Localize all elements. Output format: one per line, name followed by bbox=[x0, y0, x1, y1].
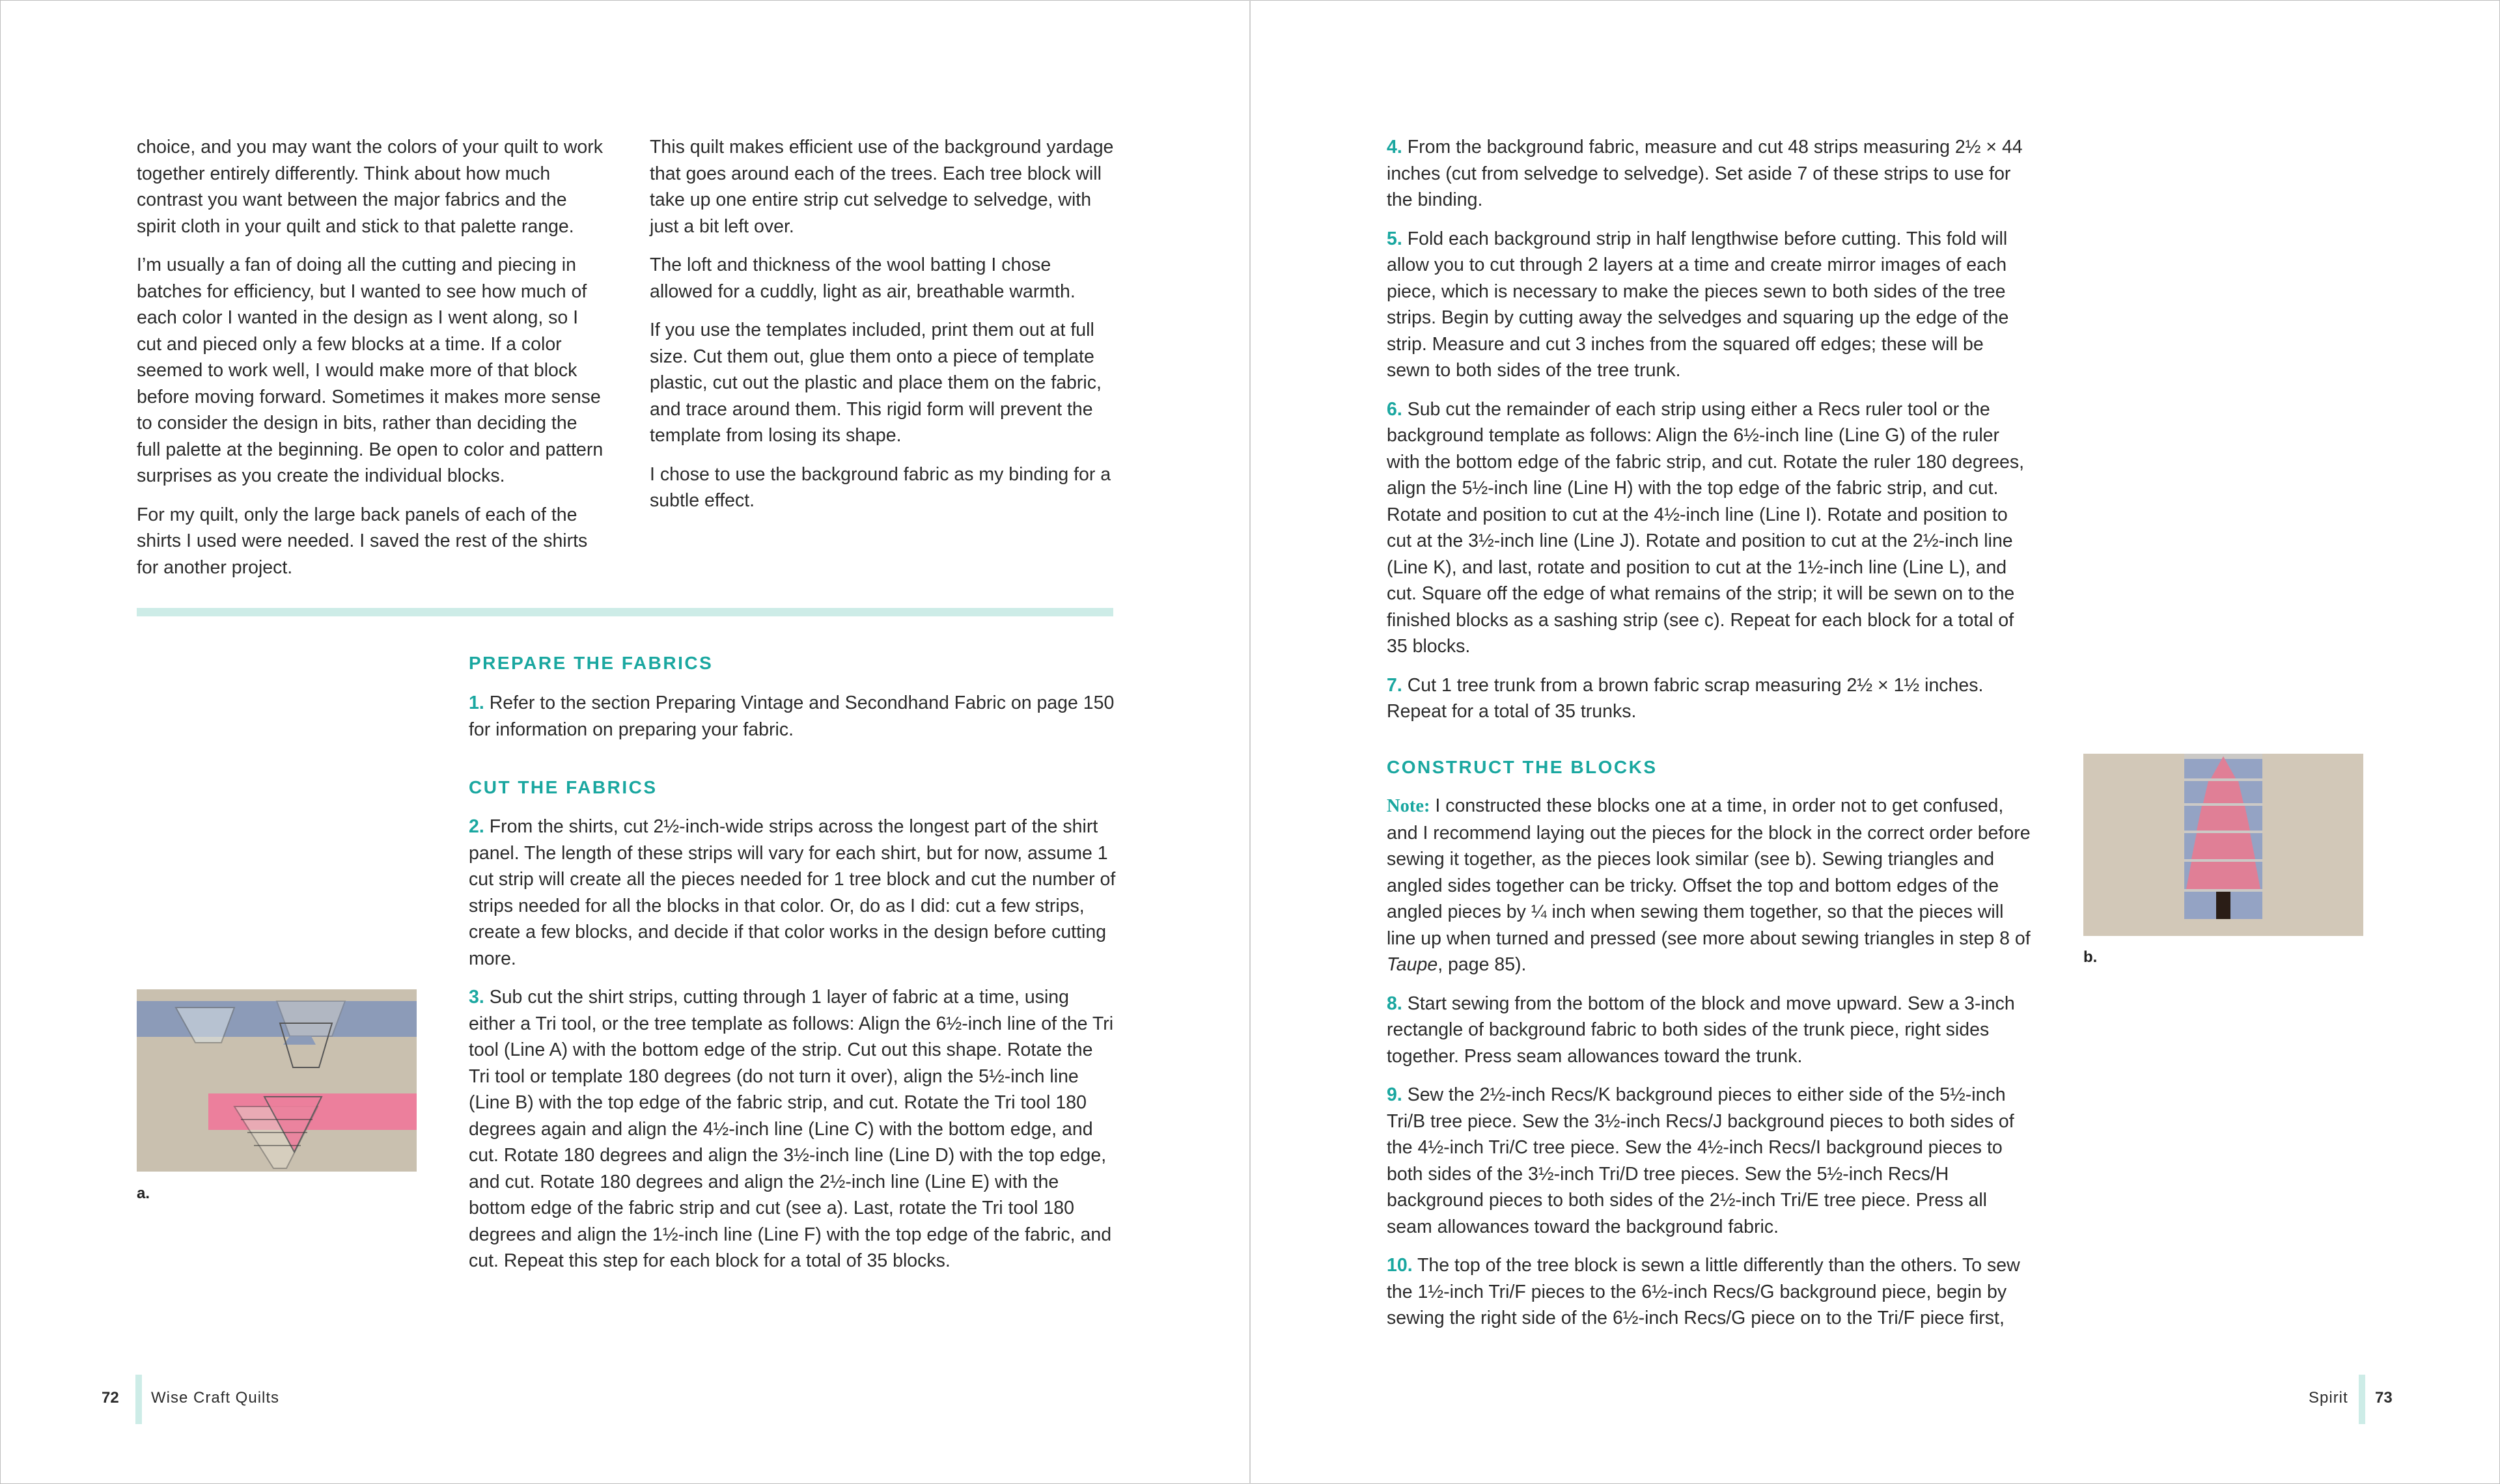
page-number: 72 bbox=[102, 1389, 119, 1407]
note-text: I constructed these blocks one at a time, in order not to get confused, and I recommend laying out the pieces for the block in the correct order before sewing it together, as the pieces look similar (see b). Sewing triangles and angled sides together can be tricky. Offset the top and bottom edges of the angled pieces by ¼ inch when sewing them together, so that the pieces will line up when turned and pressed (see more about sewing triangles in step 8 of bbox=[1387, 795, 2031, 949]
intro-paragraph: If you use the templates included, print them out at full size. Cut them out, glue them onto a piece of template plastic, cut out the plastic and place them on the fabric, and trace around them. This rigid form will prevent the template from losing its shape. bbox=[650, 320, 1102, 446]
note-italic: Taupe bbox=[1387, 954, 1438, 975]
step-number: 4. bbox=[1387, 137, 1402, 158]
step-text: Sub cut the shirt strips, cutting through 1 layer of fabric at a time, using either a Tri tool, or the tree template as follows: Align the 6½-inch line of the Tri tool (Line A) with the bottom edge of the strip. Cut out this shape. Rotate the Tri tool or template 180 degrees (do not turn it over), align the 5½-inch line (Line B) with the top edge of the fabric strip, and cut. Rotate the Tri tool 180 degrees again and align the 4½-inch line (Line C) with the bottom edge, and cut. Rotate 180 degrees and align the 3½-inch line (Line D) with the top edge, and cut. Rotate 180 degrees and align the 2½-inch line (Line E) with the bottom edge of the fabric strip and cut (see a). Last, rotate the Tri tool 180 degrees and align the 1½-inch line (Line F) with the top edge of the fabric, and cut. Repeat this step for each block for a total of 35 blocks. bbox=[469, 987, 1114, 1271]
intro-paragraph: For my quilt, only the large back panels of each of the shirts I used were needed. I saved the rest of the shirts for another project. bbox=[137, 504, 588, 578]
caption-b: b. bbox=[2083, 948, 2098, 966]
photo-b-tree-block-layout bbox=[2083, 754, 2363, 936]
intro-paragraph: This quilt makes efficient use of the background yardage that goes around each of the trees. Each tree block will take up one entire strip cut selvedge to selvedge, with just a bit left over. bbox=[650, 137, 1114, 237]
step-text: From the background fabric, measure and cut 48 strips measuring 2½ × 44 inches (cut from selvedge to selvedge). Set aside 7 of these strips to use for the binding. bbox=[1387, 137, 2023, 210]
step-text: Sub cut the remainder of each strip using either a Recs ruler tool or the background template as follows: Align the 6½-inch line (Line G) of the ruler with the bottom edge of the fabric strip, and cut. Rotate the ruler 180 degrees, align the 5½-inch line (Line H) with the top edge of the fabric strip, and cut. Rotate and position to cut at the 4½-inch line (Line I). Rotate and position to cut at the 3½-inch line (Line J). Rotate and position to cut at the 2½-inch line (Line K), and last, rotate and position to cut at the 1½-inch line (Line L), and cut. Square off the edge of what remains of the strip; it will be sewn on to the finished blocks as a sashing strip (see c). Repeat for each block for a total of 35 blocks. bbox=[1387, 398, 2025, 657]
step-number: 7. bbox=[1387, 674, 1402, 696]
page-number: 73 bbox=[2375, 1389, 2393, 1407]
construct-steps bbox=[1387, 793, 2031, 1344]
step-text: From the shirts, cut 2½-inch-wide strips across the longest part of the shirt panel. The length of these strips will vary for each shirt, but for now, assume 1 cut strip will create all the pieces needed for 1 tree block and cut the number of strips needed for all the blocks in that color. Or, do as I did: cut a few strips, create a few blocks, and decide if that color works in the design before cutting more. bbox=[469, 816, 1116, 969]
note-text-end: , page 85). bbox=[1438, 954, 1527, 975]
cut-steps bbox=[469, 814, 1118, 1287]
intro-paragraph: choice, and you may want the colors of your quilt to work together entirely differently. Think about how much contrast you want between the major fabrics and the spirit cloth in your quilt and stick to that palette range. bbox=[137, 137, 604, 237]
step-number: 5. bbox=[1387, 228, 1402, 249]
step-text: Start sewing from the bottom of the block and move upward. Sew a 3-inch rectangle of background fabric to both sides of the trunk piece, right sides together. Press seam allowances toward the trunk. bbox=[1387, 993, 2015, 1067]
step-number: 9. bbox=[1387, 1084, 1402, 1105]
photo-b-illustration bbox=[2083, 754, 2363, 936]
step-number: 8. bbox=[1387, 993, 1402, 1014]
step-number: 6. bbox=[1387, 398, 1402, 420]
intro-paragraph: The loft and thickness of the wool batting I chose allowed for a cuddly, light as air, breathable warmth. bbox=[650, 254, 1076, 302]
folio-bar-right bbox=[2359, 1375, 2365, 1424]
step-text: Sew the 2½-inch Recs/K background pieces to either side of the 5½-inch Tri/B tree piece. Sew the 3½-inch Recs/J background pieces to both sides of the 4½-inch Tri/C tree piece. Sew the 4½-inch Recs/I background pieces to both sides of the 3½-inch Tri/D tree pieces. Sew the 5½-inch Recs/H background pieces to both sides of the 2½-inch Tri/E tree piece. Press all seam allowances toward the background fabric. bbox=[1387, 1084, 2014, 1237]
note-label: Note: bbox=[1387, 796, 1430, 816]
book-title: Wise Craft Quilts bbox=[151, 1389, 280, 1407]
folio-left bbox=[102, 1388, 119, 1408]
heading-prepare-fabrics: PREPARE THE FABRICS bbox=[469, 653, 714, 673]
intro-column-2 bbox=[650, 134, 1115, 527]
page-gutter bbox=[1249, 0, 1251, 1484]
caption-a: a. bbox=[137, 1185, 150, 1202]
step-number: 2. bbox=[469, 816, 484, 837]
step-1 bbox=[469, 690, 1120, 755]
step-number: 3. bbox=[469, 987, 484, 1008]
step-text: Fold each background strip in half lengthwise before cutting. This fold will allow you to cut through 2 layers at a time and create mirror images of each piece, which is necessary to make the pieces sewn to both sides of the tree strips. Begin by cutting away the selvedges and squaring up the edge of the strip. Measure and cut 3 inches from the squared off edges; these will be sewn to both sides of the tree trunk. bbox=[1387, 228, 2009, 381]
photo-a-cutting-strips bbox=[137, 989, 417, 1172]
folio-right bbox=[2375, 1388, 2393, 1408]
step-number: 1. bbox=[469, 693, 484, 713]
folio-bar-left bbox=[135, 1375, 142, 1424]
step-text: Cut 1 tree trunk from a brown fabric scrap measuring 2½ × 1½ inches. Repeat for a total of 35 trunks. bbox=[1387, 674, 1984, 722]
intro-paragraph: I chose to use the background fabric as my binding for a subtle effect. bbox=[650, 463, 1111, 511]
intro-paragraph: I’m usually a fan of doing all the cutting and piecing in batches for efficiency, but I wanted to see how much of each color I wanted in the design as I went along, so I cut and pieced only a few blocks at a time. If a color seemed to work well, I would make more of that block before moving forward. Sometimes it makes more sense to consider the design in bits, rather than deciding the full palette at the beginning. Be open to color and pattern surprises as you create the individual blocks. bbox=[137, 254, 604, 486]
section-divider bbox=[137, 608, 1113, 616]
photo-a-illustration bbox=[137, 989, 417, 1172]
cut-steps-continued bbox=[1387, 134, 2031, 737]
intro-column-1 bbox=[137, 134, 605, 593]
step-number: 10. bbox=[1387, 1255, 1413, 1276]
chapter-title: Spirit bbox=[2309, 1389, 2348, 1407]
heading-construct-blocks: CONSTRUCT THE BLOCKS bbox=[1387, 757, 1658, 777]
step-text: Refer to the section Preparing Vintage and Secondhand Fabric on page 150 for information on preparing your fabric. bbox=[469, 693, 1115, 740]
step-text: The top of the tree block is sewn a little differently than the others. To sew the 1½-inch Tri/F pieces to the 6½-inch Recs/G background piece, begin by sewing the right side of the 6½-inch Recs/G piece on to the Tri/F piece first, bbox=[1387, 1255, 2020, 1328]
heading-cut-fabrics: CUT THE FABRICS bbox=[469, 777, 658, 797]
